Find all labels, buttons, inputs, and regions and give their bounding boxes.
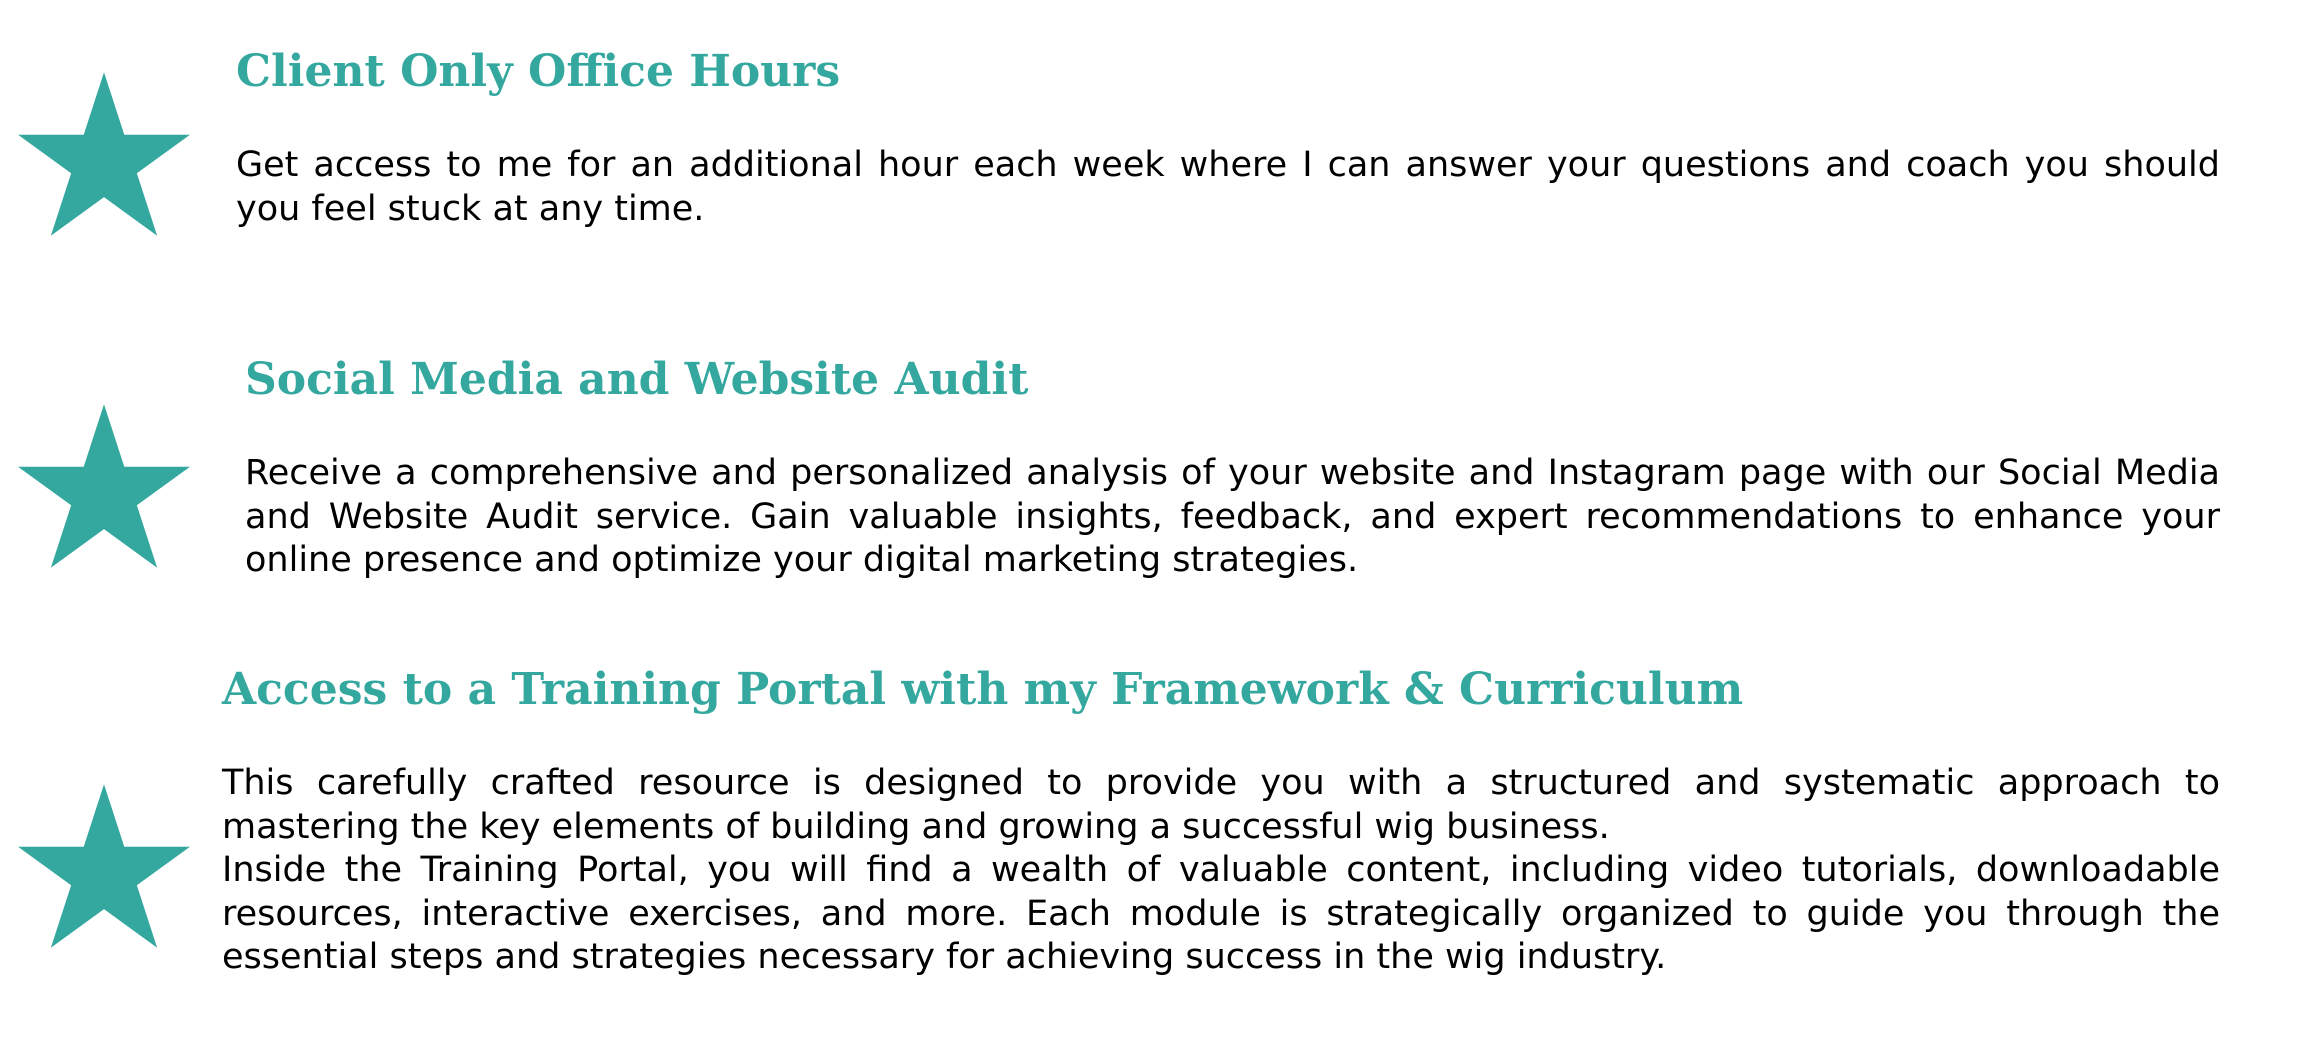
- feature-description: [222, 762, 2220, 980]
- feature-title: Social Media and Website Audit: [245, 354, 1029, 405]
- star-icon: [18, 72, 190, 236]
- feature-description: [236, 144, 2220, 231]
- feature-paragraph: This carefully crafted resource is designed to provide you with a structured and systematic approach to mastering the key elements of building and growing a successful wig business.: [222, 763, 2220, 847]
- feature-title: Client Only Office Hours: [236, 46, 841, 97]
- feature-title: Access to a Training Portal with my Framework & Curriculum: [222, 664, 1744, 715]
- feature-description: [245, 452, 2220, 583]
- star-icon: [18, 404, 190, 568]
- feature-paragraph: Get access to me for an additional hour each week where I can answer your questions and coach you should you feel stuck at any time.: [236, 145, 2220, 229]
- feature-paragraph: Receive a comprehensive and personalized analysis of your website and Instagram page with our Social Media and Website Audit service. Gain valuable insights, feedback, and expert recommendations to enhance your online presence and optimize your digital marketing strategies.: [245, 453, 2220, 580]
- feature-paragraph: Inside the Training Portal, you will find a wealth of valuable content, including video tutorials, downloadable resources, interactive exercises, and more. Each module is strategically organized to guide you through the essential steps and strategies necessary for achieving success in the wig industry.: [222, 850, 2220, 977]
- star-icon: [18, 784, 190, 948]
